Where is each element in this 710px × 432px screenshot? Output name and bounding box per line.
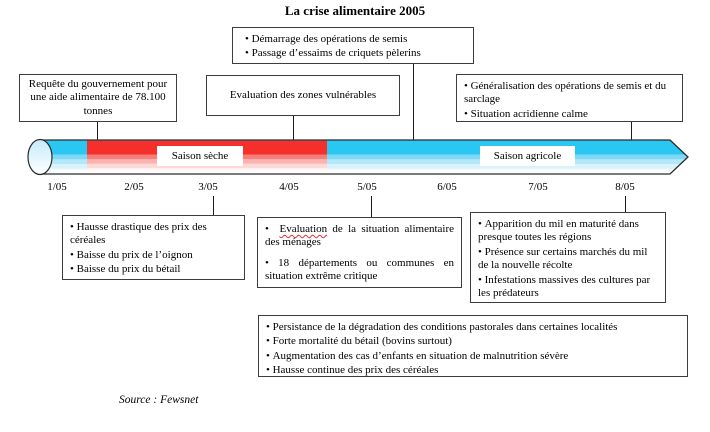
list-item: • Forte mortalité du bétail (bovins surtout) <box>266 335 680 348</box>
list-item: • Hausse continue des prix des céréales <box>266 364 680 377</box>
list-item: • Baisse du prix du bétail <box>70 263 237 276</box>
list-item: • Généralisation des opérations de semis et du sarclage <box>464 80 675 107</box>
event-box-prices-march <box>62 215 245 280</box>
list-item: • Démarrage des opérations de semis <box>245 33 466 46</box>
list-item: • Persistance de la dégradation des conditions pastorales dans certaines localités <box>266 321 680 334</box>
list-item-text: de la situation alimentaire des ménages <box>265 223 455 249</box>
event-box-millet-maturity <box>470 212 666 303</box>
connector-line <box>413 64 414 140</box>
month-label: 7/05 <box>528 181 548 193</box>
source-credit: Source : Fewsnet <box>119 394 199 406</box>
list-item: • Hausse drastique des prix des céréales <box>70 221 237 248</box>
list-item: • Présence sur certains marchés du mil de la nouvelle récolte <box>478 246 658 273</box>
connector-line <box>371 196 372 217</box>
misspelled-word: Evaluation <box>279 223 328 235</box>
month-label: 5/05 <box>357 181 377 193</box>
page-title: La crise alimentaire 2005 <box>284 3 426 18</box>
dry-season-label: Saison sèche <box>157 146 243 166</box>
month-label: 1/05 <box>47 181 67 193</box>
connector-line <box>213 196 214 215</box>
month-label: 6/05 <box>437 181 457 193</box>
event-text: Requête du gouvernement pour une aide alimentaire de 78.100 tonnes <box>28 77 168 117</box>
list-item: • Apparition du mil en maturité dans presque toutes les régions <box>478 218 658 245</box>
event-box-government-request <box>19 74 177 122</box>
agri-season-label: Saison agricole <box>480 146 575 166</box>
list-item <box>265 223 454 250</box>
list-item: • Passage d’essaims de criquets pèlerins <box>245 47 466 60</box>
event-text: Evaluation des zones vulnérables <box>229 88 377 101</box>
connector-line <box>625 196 626 212</box>
event-box-pastoral-degradation <box>258 315 688 377</box>
event-box-sowing-locusts <box>232 27 474 64</box>
list-item: • 18 départements ou communes en situation extrême critique <box>265 257 454 284</box>
event-box-generalized-sowing <box>456 74 683 122</box>
month-label: 2/05 <box>124 181 144 193</box>
month-label: 8/05 <box>615 181 635 193</box>
list-item: • Augmentation des cas d’enfants en situation de malnutrition sévère <box>266 350 680 363</box>
event-box-household-assessment <box>257 217 462 288</box>
timeline-bar <box>25 135 695 181</box>
month-label: 3/05 <box>198 181 218 193</box>
list-item: • Infestations massives des cultures par les prédateurs <box>478 274 658 301</box>
month-label: 4/05 <box>279 181 299 193</box>
event-box-vulnerable-zones <box>206 75 400 116</box>
list-item: • Situation acridienne calme <box>464 108 675 121</box>
timeline-cylinder-cap <box>28 140 52 175</box>
list-item: • Baisse du prix de l’oignon <box>70 249 237 262</box>
